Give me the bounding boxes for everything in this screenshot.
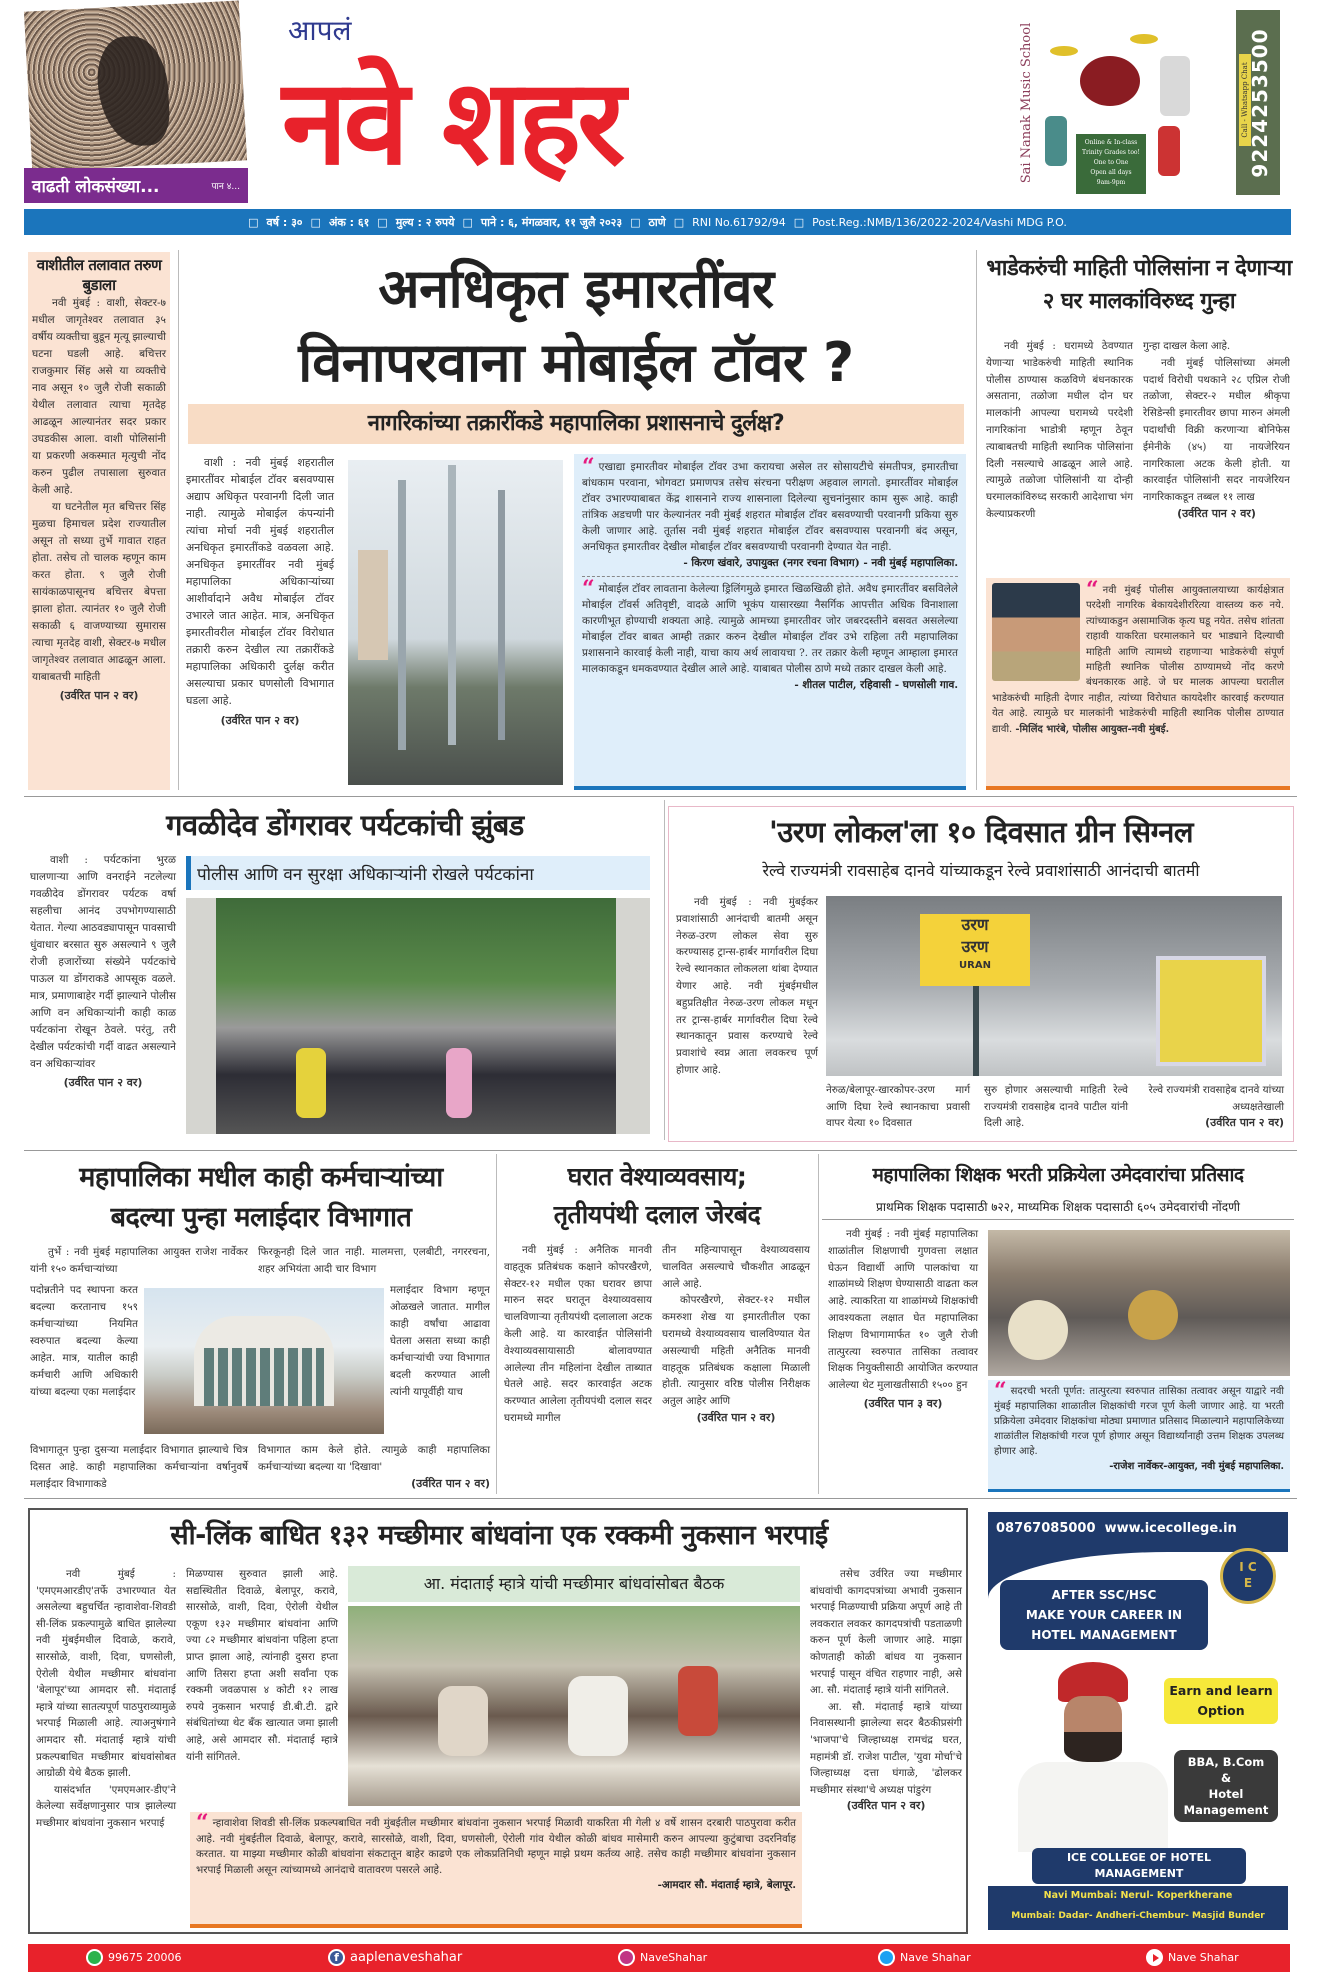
social-footer <box>28 1944 1290 1972</box>
box-icon: □ <box>310 215 321 229</box>
lead-quote-1: “ एखाद्या इमारतीवर मोबाईल टॉवर उभा करायचा असेल तर सोसायटीचे संमतीपत्र, इमारतीचा बांधकाम परवाना, भोगवटा प्रमाणपत्र तसेच संरचना परीक्षण अहवाल लागतो. इमारतींवर मोबाईल टॉवर उभारण्याबाबत केंद्र शासनाने राज्य शासनाला दिलेल्या सुचनांनुसार काम सुरू आहे. काही तांत्रिक अडचणी पार केल्यानंतर नवी मुंबई शहरात मोबाईल टॉवर बसवण्याची परवानगी प्रकिया सुरु केली जाणार आहे. तूर्तास नवी मुंबई शहरात मोबाईल टॉवर बसवण्यास परवानगी बंद असून, अनधिकृत इमारतीवर देखील मोबाईल टॉवर बसवण्याची परवानगी देण्यात येत नाही. <box>582 454 958 553</box>
info-volume: वर्ष : ३० <box>266 215 303 229</box>
sealink-subhead: आ. मंदाताई म्हात्रे यांची मच्छीमार बांधवांसोबत बैठक <box>348 1566 800 1602</box>
facebook-icon: f <box>328 1949 345 1966</box>
youtube-icon <box>1146 1949 1163 1966</box>
transfers-right: मलाईदार विभाग म्हणून ओळखले जातात. मागील काही वर्षांचा आढावा घेतला असता सध्या काही कर्मचाऱ्यांची ज्या विभागात बदली करण्यात आली त्यांनी यापूर्वीही याच <box>390 1284 490 1398</box>
info-rni: RNI No.61792/94 <box>692 215 786 229</box>
india-map-silhouette <box>95 34 171 148</box>
trafficking-col2: तीन महिन्यापासून वेश्याव्यवसाय चालवित असल्याचे चौकशीत आढळून आले आहे. कोपरखैरणे, सेक्टर-१२ मधील कमरुशा शेख या इमारतीतील एका घरामध्ये वेश्याव्यवसाय चालविण्यात येत असल्याची महिती अनैतिक मानवी वाहतूक प्रतिबंधक कक्षाला मिळाली होती. त्यानुसार वरिष्ठ पोलीस निरीक्षक अतुल आहेर आणि (उर्वरित पान २ वर) <box>662 1244 810 1424</box>
quote-icon: “ <box>994 1378 1007 1404</box>
info-bar <box>24 209 1291 235</box>
box-icon: □ <box>630 215 641 229</box>
right-top-col2: गुन्हा दाखल केला आहे. नवी मुंबई पोलिसांच्या अंमली पदार्थ विरोधी पथकाने २८ एप्रिल रोजी तळोजा, सेक्टर-२ मधील श्रीकृपा रेसिडेन्सी इमारतीवर छापा मारुन अंमली पदार्थांची विक्री करणाऱ्या बोनिफेस ईमेनीके (४५) या नायजेरियन नागरिकाला अटक केली होती. या कारवाईत पोलिसांनी सदर नायजेरियन नागरिकाकडून तब्बल ११ लाख (उर्वरित पान २ वर) <box>1143 340 1290 520</box>
ad-url: www.icecollege.in <box>1104 1521 1237 1536</box>
population-teaser-photo[interactable] <box>24 0 247 171</box>
gavlidev-subhead: पोलीस आणि वन सुरक्षा अधिकाऱ्यांनी रोखले पर्यटकांना <box>186 856 650 890</box>
teaser-caption: वाढती लोकसंख्या... <box>32 177 160 197</box>
lead-quote-2-by: - शीतल पाटील, रहिवासी - घणसोली गाव. <box>794 679 958 691</box>
logo-prefix: आपलं <box>288 14 352 47</box>
continued-note[interactable]: (उर्वरित पान २ वर) <box>696 1410 776 1424</box>
uran-subhead: रेल्वे राज्यमंत्री रावसाहेब दानवे यांच्याकडून रेल्वे प्रवाशांसाठी आनंदाची बातमी <box>762 861 1200 880</box>
uran-col2: नेरुळ/बेलापूर-खारकोपर-उरण मार्ग आणि दिघा रेल्वे स्थानकाचा प्रवासी वापर येत्या १० दिवसात <box>826 1084 970 1129</box>
sealink-quote-by: -आमदार सौ. मंदाताई म्हात्रे, बेलापूर. <box>657 1879 796 1892</box>
continued-note[interactable]: (उर्वरित पान ३ वर) <box>863 1396 943 1410</box>
box-icon: □ <box>248 215 259 229</box>
trafficking-headline-2[interactable]: तृतीयपंथी दलाल जेरबंद <box>553 1200 761 1229</box>
gavlidev-headline[interactable]: गवळीदेव डोंगरावर पर्यटकांची झुंबड <box>166 808 524 842</box>
transfers-headline-2[interactable]: बदल्या पुन्हा मलाईदार विभागात <box>110 1202 412 1233</box>
continued-note[interactable]: (उर्वरित पान २ वर) <box>63 1076 143 1089</box>
left-brief-title[interactable]: वाशीतील तलावात तरुण बुडाला <box>36 256 162 294</box>
gavlidev-text: वाशी : पर्यटकांना भुरळ घालणाऱ्या आणि वनराईने नटलेल्या गवळीदेव डोंगरावर पर्यटक वर्षा सहलीचा आनंद उपभोगण्यासाठी येतात. गेल्या आठवड्यापासून पावसाची धुंवाधार बरसात सुरु असल्याने ९ जुलै रोजी हजारोंच्या संख्येने पर्यटकांचे पाऊल या डोंगराकडे आपसूक वळले. मात्र, प्रमाणाबाहेर गर्दी झाल्याने पोलीस आणि वन अधिकाऱ्यांनी काही काळ पर्यटकांना रोखून ठेवले. परंतु, तरी देखील पर्यटकांची गर्दी वाढत असल्याने वन अधिकाऱ्यांवर <box>30 854 176 1070</box>
quote-icon: “ <box>582 576 595 602</box>
courses-badge: BBA, B.Com & Hotel Management <box>1174 1750 1278 1822</box>
ad-navi-mumbai: Navi Mumbai: Nerul- Koperkherane <box>1043 1890 1233 1901</box>
teaser-page: पान ४... <box>211 182 240 192</box>
transfers-headline-block <box>26 1158 496 1238</box>
local-train <box>1156 956 1266 1066</box>
lead-headline-block <box>186 252 966 400</box>
chef-figure <box>998 1662 1168 1852</box>
uran-station-sign: उरण उरण URAN <box>920 914 1030 986</box>
teachers-text: नवी मुंबई : नवी मुंबई महापालिका शाळांतील शिक्षणाची गुणवत्ता लक्षात घेऊन विद्यार्थी आणि पालकांचा या शाळांमध्ये शिक्षण घेण्यासाठी वाढता कल आहे. त्याकरिता या शाळांमध्ये शिक्षकांची आवश्यकता लक्षात घेत महापालिका शिक्षण विभागामार्फत १० जुलै रोजी तात्पुरत्या स्वरुपात तासिका तत्वावर शिक्षक नियुक्तीसाठी आयोजित करण्यात आलेल्या थेट मुलाखतीसाठी १५०० हुन <box>828 1228 978 1392</box>
police-quote: “ नवी मुंबई पोलीस आयुक्तालयाच्या कार्यक्षेत्रात परदेशी नागरिक बेकायदेशीररित्या वास्तव्य करु नये. त्यांच्याकडुन असामाजिक कृत्य घडू नयेत. तसेच शांतता राहावी याकरिता घरमालकाने घर भाड्याने दिल्याची माहिती आणि त्यामध्ये राहणाऱ्या भाडेकरुंची संपूर्ण माहिती स्थानिक पोलीस ठाण्यामध्ये नोंद करणे बंधनकारक आहे. जे घर मालक आपल्या घरातील भाडेकरुंची माहिती देणार नाहीत, त्यांच्या विरोधात कायदेशीर कारवाई करण्यात येत आहे. त्यामुळे घर मालकांनी भाडेकरुंची माहिती स्थानिक पोलीस ठाण्यात द्यावी. -मिलिंद भारंबे, पोलीस आयुक्त-नवी मुंबई. <box>992 578 1284 735</box>
info-price: मुल्य : २ रुपये <box>395 215 455 229</box>
left-brief-text: नवी मुंबई : वाशी, सेक्टर-७ मधील जागृतेश्वर तलावात ३५ वर्षीय व्यक्तीचा बुडून मृत्यू झाल्याची घटना घडली आहे. बचित्तर राजकुमार सिंह असे या व्यक्तीचे नाव असून १० जुलै रोजी सकाळी येथील तलावात त्याचा मृतदेह आढळून आल्यानंतर सदर प्रकार उघडकीस आला. वाशी पोलिसांनी या प्रकरणी अकस्मात मृत्युची नोंद करुन पुढील तपासाला सुरुवात केली आहे. <box>32 297 166 496</box>
college-name: ICE COLLEGE OF HOTEL MANAGEMENT <box>1032 1848 1246 1884</box>
uran-text: नवी मुंबई : नवी मुंबईकर प्रवाशांसाठी आनंदाची बातमी असून नेरुळ-उरण लोकल सेवा सुरु करण्यासह ट्रान्स-हार्बर मार्गावरील दिघा रेल्वे स्थानकात लोकलला थांबा देण्यात येणार आहे. नवी मुंबईमधील बहुप्रतिक्षीत नेरुळ-उरण लोकल मधून तर ट्रान्स-हार्बर मार्गावरील दिघा रेल्वे स्थानकातून प्रवास करण्याचे रेल्वे प्रवाशांचे स्वप्न आता लवकरच पूर्ण होणार आहे. <box>676 896 818 1076</box>
box-icon: □ <box>462 215 473 229</box>
footer-twitter[interactable]: Nave Shahar <box>878 1949 971 1966</box>
box-icon: □ <box>793 215 805 229</box>
lead-quote-box <box>574 454 966 790</box>
right-top-col1: नवी मुंबई : घरामध्ये ठेवण्यात येणाऱ्या भाडेकरुंची माहिती स्थानिक पोलीस ठाण्यास कळविणे बंधनकारक असताना, तळोजा मधील दोन घर मालकांनी आपल्या घरामध्ये परदेशी नागरिकांना भाडोत्री म्हणून ठेवून त्याबाबतची माहिती स्थानिक पोलिसांना दिली नसल्याचे आढळून आले आहे. त्यामुळे तळोजा पोलिसांनी या दोन्ही घरमालकांविरुध्द सरकारी आदेशाचा भंग केल्याप्रकरणी <box>986 340 1133 520</box>
call-label: Call - Whatsapp Chat <box>1239 54 1251 146</box>
teachers-headline[interactable]: महापालिका शिक्षक भरती प्रक्रियेला उमेदवारांचा प्रतिसाद <box>872 1164 1244 1186</box>
population-teaser-banner[interactable] <box>24 168 248 203</box>
box-icon: □ <box>377 215 388 229</box>
ad-phone: 08767085000 <box>996 1521 1096 1536</box>
uran-col3: सुरु होणार असल्याची माहिती रेल्वे राज्यमंत्री रावसाहेब दानवे पाटील यांनी दिली आहे. <box>984 1084 1128 1129</box>
continued-note[interactable]: (उर्वरित पान २ वर) <box>846 1799 926 1813</box>
left-brief <box>28 252 170 790</box>
twitter-icon <box>878 1949 895 1966</box>
sealink-col2: मिळण्यास सुरुवात झाली आहे. सद्यस्थितीत दिवाळे, बेलापूर, करावे, सारसोळे, वाशी, दिवा, ऐरोली येथील एकूण १३२ मच्छीमार बांधवांना आणि ज्या ८२ मच्छीमार बांधवांना पहिला हप्ता प्राप्त झाला आहे, त्यांनाही दुसरा हप्ता आणि तिसरा हप्ता अशी सर्वांना एक रक्कमी जवळपास ४ कोटी १२ लाख रुपये नुकसान भरपाई डी.बी.टी. द्वारे संबंधितांच्या थेट बँक खात्यात जमा झाली आहे, असे आमदार सौ. मंदाताई म्हात्रे यांनी सांगितले. <box>186 1568 338 1763</box>
sealink-quote: “ न्हावाशेवा शिवडी सी-लिंक प्रकल्पबाधित नवी मुंबईतील मच्छीमार बांधवांना नुकसान भरपाई मिळावी याकरिता मी गेली ४ वर्षे शासन दरबारी पाठपुरावा करीत आहे. नवी मुंबईतील दिवाळे, बेलापूर, करावे, सारसोळे, वाशी, दिवा, घणसोली, ऐरोली गांव येथील कोळी बांधव मासेमारी करुन आपल्या कुटुंबाचा उदरनिर्वाह करतात. या माझ्या मच्छीमार कोळी बांधवांना संकटातून बाहेर काढणे एक लोकप्रतिनिधी म्हणून माझे प्रथम कर्तव्य आहे. तसेच काही मच्छीमार बांधवांना नुकसान भरपाई मिळाली असून त्यांच्यामध्ये आनंदाचे वातावरण पसरले आहे. <box>196 1810 796 1876</box>
police-quote-box <box>986 578 1290 790</box>
quote-icon: “ <box>196 1810 209 1836</box>
continued-note[interactable]: (उर्वरित पान २ वर) <box>1205 1116 1284 1129</box>
ad-mumbai: Mumbai: Dadar- Andheri-Chembur- Masjid Bunder <box>1011 1911 1265 1921</box>
lead-quote-1-by: - किरण खंवारे, उपायुक्त (नगर रचना विभाग) - नवी मुंबई महापालिका. <box>683 557 958 569</box>
lead-subhead: नागरिकांच्या तक्रारींकडे महापालिका प्रशासनाचे दुर्लक्ष? <box>188 404 964 444</box>
gavlidev-text-column <box>30 852 176 1090</box>
masthead <box>0 0 1321 205</box>
earn-learn-badge: Earn and learn Option <box>1164 1678 1278 1724</box>
newspaper-logo[interactable]: नवे शहर <box>282 53 622 191</box>
sealink-col1: नवी मुंबई : 'एमएमआरडीए'तर्फे उभारण्यात येत असलेल्या बहुचर्चित न्हावाशेवा-शिवडी सी-लिंक प्रकल्पामुळे बाधित झालेल्या नवी मुंबईमधील दिवाळे, करावे, सारसोळे, वाशी, दिवा, घणसोली, ऐरोली येथील मच्छीमार बांधवांना 'बेलापूर'च्या आमदार सौ. मंदाताई म्हात्रे यांच्या सातत्यपूर्ण पाठपुराव्यामुळे भरपाई मिळाली आहे. त्याअनुषंगाने आमदार सौ. मंदाताई म्हात्रे यांची प्रकल्पबाधित मच्छीमार बांधवांसोबत आग्रोळी येथे बैठक झाली. यासंदर्भात 'एमएमआर-डीए'ने केलेल्या सर्वेक्षणानुसार पात्र झालेल्या मच्छीमार बांधवांना नुकसान भरपाई <box>36 1568 176 1829</box>
whatsapp-icon <box>86 1949 103 1966</box>
lead-headline-2[interactable]: विनापरवाना मोबाईल टॉवर ? <box>298 331 854 394</box>
instagram-icon <box>618 1949 635 1966</box>
info-city: ठाणे <box>648 215 666 229</box>
uran-station-photo[interactable] <box>826 896 1282 1076</box>
footer-whatsapp[interactable]: 99675 20006 <box>86 1949 181 1966</box>
continued-note[interactable]: (उर्वरित पान २ वर) <box>411 1477 490 1490</box>
teachers-quote-by: -राजेश नार्वेकर-आयुक्त, नवी मुंबई महापालिका. <box>1109 1461 1284 1472</box>
teachers-text-column <box>828 1226 978 1411</box>
footer-instagram[interactable]: NaveShahar <box>618 1949 707 1966</box>
footer-facebook[interactable]: f aaplenaveshahar <box>328 1949 462 1966</box>
music-school-ad[interactable] <box>1010 6 1280 196</box>
right-top-body <box>986 338 1290 572</box>
teachers-quote: “ सदरची भरती पूर्णत: तात्पुरत्या स्वरुपात तासिका तत्वावर असून याद्वारे नवी मुंबई महापालिका शाळातील शिक्षकांची गरज पूर्ण केली जाणार आहे. या भरती प्रक्रियेला उमेदवार शिक्षकांचा मोठ्या प्रमाणात प्रतिसाद मिळाल्याने महापालिकेच्या शाळांतील शिक्षकांची गरज पूर्ण होणार असून विद्यार्थ्यांनाही उत्तम शिक्षक उपलब्ध होणार आहे. <box>994 1378 1284 1457</box>
transfers-top-left: तुर्भे : नवी मुंबई महापालिका आयुक्त राजेश नार्वेकर यांनी १५० कर्मचाऱ्यांच्या <box>30 1246 248 1275</box>
left-brief-text-2: या घटनेतील मृत बचित्तर सिंह मुळचा हिमाचल प्रदेश राज्यातील असून तो सध्या तुर्भे गावात राहत होता. तसेच तो चालक म्हणून काम करत होता. ९ जुलै रोजी सायंकाळपासूनच बचित्तर बेपत्ता झाला होता. त्यानंतर १० जुलै रोजी सकाळी ६ वाजण्याच्या सुमारास त्याचा मृतदेह वाशी, सेक्टर-७ मधील जागृतेश्वर तलावात आढळून आला. याबाबतची माहिती <box>32 501 166 683</box>
transfers-top-right: फिरकूनही दिले जात नाही. मालमत्ता, एलबीटी, नगररचना, शहर अभियंता आदी चार विभाग <box>258 1246 490 1275</box>
uran-headline[interactable]: 'उरण लोकल'ला १० दिवसात ग्रीन सिग्नल <box>768 815 1194 849</box>
teachers-quote-box <box>988 1380 1290 1492</box>
tourist-crowd-photo[interactable] <box>186 898 650 1134</box>
box-icon: □ <box>673 215 685 229</box>
fishermen-meeting-photo[interactable] <box>348 1606 800 1806</box>
school-name: Sai Nanak Music School <box>1019 22 1034 184</box>
trafficking-headline-1[interactable]: घरात वेश्याव्यवसाय; <box>567 1162 747 1191</box>
sealink-quote-box <box>190 1812 802 1928</box>
nmmc-building-photo[interactable] <box>144 1288 384 1434</box>
ice-college-ad[interactable] <box>988 1512 1288 1930</box>
ad-contact[interactable] <box>996 1518 1286 1540</box>
quote-icon: “ <box>582 454 595 480</box>
ad-tagline: AFTER SSC/HSC MAKE YOUR CAREER IN HOTEL MANAGEMENT <box>1000 1580 1208 1650</box>
phone-strip[interactable] <box>1236 10 1280 195</box>
info-postreg: Post.Reg.:NMB/136/2022-2024/Vashi MDG P.O. <box>812 215 1067 229</box>
trafficking-col1: नवी मुंबई : अनैतिक मानवी वाहतूक प्रतिबंधक कक्षाने कोपरखैरणे, सेक्टर-१२ मधील एका घरावर छापा मारुन सदर घरातून वेश्याव्यवसाय चालविणाऱ्या तृतीयपंथी दलालाला अटक केली आहे. या कारवाईत पोलिसांनी वेश्याव्यवसायासाठी बोलावण्यात आलेल्या तीन महिलांना देखील ताब्यात घेतले आहे. सदर कारवाईत अटक करण्यात आलेला तृतीयपंथी दलाल सदर घरामध्ये मागील <box>504 1244 652 1424</box>
right-top-headline[interactable]: भाडेकरुंची माहिती पोलिसांना न देणाऱ्या २ घर मालकांविरुध्द गुन्हा <box>986 256 1292 314</box>
ad-phone[interactable]: 9224253500 <box>1248 28 1272 178</box>
transfers-left: पदोन्नतीने पद स्थापना करत बदल्या करतानाच १५९ कर्मचाऱ्यांच्या नियमित स्वरुपात बदल्या केल्या आहेत. मात्र, यातील काही कर्मचारी आणि अधिकारी यांच्या बदल्या एका मलाईदार <box>30 1284 138 1398</box>
continued-note[interactable]: (उर्वरित पान २ वर) <box>1177 506 1256 520</box>
footer-youtube[interactable]: Nave Shahar <box>1146 1949 1239 1966</box>
lead-text: वाशी : नवी मुंबई शहरातील इमारतींवर मोबाईल टॉवर बसवण्यास अद्याप अधिकृत परवानगी दिली जात नाही. त्यामुळे मोबाईल कंपन्यांनी त्यांचा मोर्चा नवी मुंबई शहरातील अनधिकृत इमारतींकडे वळवला आहे. अनधिकृत इमारतींवर नवी मुंबई महापालिका अधिकाऱ्यांच्या आशीर्वादाने अवैध मोबाईल टॉवर उभारले जात आहेत. मात्र, अनधिकृत इमारतीवरील मोबाईल टॉवर विरोधात तक्रारी करुन देखील त्या तक्रारींकडे महापालिका अधिकारी दुर्लक्ष करीत असल्याचा प्रकार घणसोली विभागात घडला आहे. <box>186 456 334 707</box>
police-quote-by: -मिलिंद भारंबे, पोलीस आयुक्त-नवी मुंबई. <box>1015 723 1170 735</box>
transfers-bottom-right-column <box>258 1442 490 1491</box>
info-issue: अंक : ६१ <box>328 215 370 229</box>
trafficking-headline-block <box>500 1158 814 1234</box>
transfers-bottom-right: विभागात काम केले होते. त्यामुळे काही महापालिका कर्मचाऱ्यांच्या बदल्या या 'दिखावा' <box>258 1444 490 1473</box>
commissioner-photo[interactable] <box>992 583 1080 681</box>
transfers-bottom-left: विभागातून पुन्हा दुसऱ्या मलाईदार विभागात झाल्याचे चित्र दिसत आहे. काही महापालिका कर्मचाऱ्यांना वर्षानुवर्षे मलाईदार विभागाकडे <box>30 1444 248 1490</box>
lead-headline-1[interactable]: अनधिकृत इमारतींवर <box>378 257 774 320</box>
teachers-subhead: प्राथमिक शिक्षक पदासाठी ७२२, माध्यमिक शिक्षक पदासाठी ६०५ उमेदवारांची नोंदणी <box>822 1194 1294 1220</box>
continued-note[interactable]: (उर्वरित पान २ वर) <box>220 714 300 727</box>
sealink-headline[interactable]: सी-लिंक बाधित १३२ मच्छीमार बांधवांना एक रक्कमी नुकसान भरपाई <box>170 1520 828 1551</box>
info-date: पाने : ६, मंगळवार, ११ जुलै २०२३ <box>480 215 623 229</box>
teacher-interview-photo[interactable] <box>988 1230 1290 1376</box>
mobile-tower-photo[interactable] <box>348 460 563 785</box>
continued-note[interactable]: (उर्वरित पान २ वर) <box>59 689 139 702</box>
transfers-headline-1[interactable]: महापालिका मधील काही कर्मचाऱ्यांच्या <box>79 1162 443 1193</box>
sealink-col3: तसेच उर्वरित ज्या मच्छीमार बांधवांची कागदपत्रांच्या अभावी नुकसान भरपाई मिळण्याची प्रक्रिया अपूर्ण आहे ती लवकरात लवकर कागदपत्रांची पडताळणी करुन पूर्ण केली जाणार आहे. माझा कोणताही कोळी बांधव या नुकसान भरपाई पासून वंचित राहणार नाही, असे आ. सौ. मंदाताई म्हात्रे यांनी सांगितले. आ. सौ. मंदाताई म्हात्रे यांच्या निवासस्थानी झालेल्या सदर बैठकीप्रसंगी 'भाजपा'चे जिल्हाध्यक्ष रामचंद्र घरत, महामंत्री डॉ. राजेश पाटील, 'युवा मोर्चा'चे जिल्हाध्यक्ष दत्ता घंगाळे, 'ढोलकर मच्छीमार संस्था'चे अध्यक्ष पांडुरंग (उर्वरित पान २ वर) <box>810 1568 962 1813</box>
ice-logo: I C E <box>1220 1548 1276 1604</box>
lead-text-column <box>186 454 334 728</box>
uran-col4: रेल्वे राज्यमंत्री रावसाहेब दानवे यांच्या अध्यक्षतेखाली (उर्वरित पान २ वर) <box>1142 1082 1284 1130</box>
school-info: Online & In-class Trinity Grades too! One to One Open all days 9am-9pm <box>1076 134 1146 194</box>
lead-quote-2: “ मोबाईल टॉवर लावताना केलेल्या ड्रिलिंगमुळे इमारत खिळखिळी होते. अवैध इमारतींवर बसविलेले मोबाईल टॉवर्स अतिवृष्टी, वादळे आणि भूकंप यासारख्या नैसर्गिक आपत्तीत अधिक विनाशाला कारणीभूत होण्याची शक्यता आहे. त्यामुळे आमच्या इमारतीवर जोर जबरदस्तीने बसवत असलेल्या मोबाईल टॉवर बाबत आम्ही तक्रार करुन देखील मोबाईल टॉवर उभे राहिला तरी महापालिका प्रशासनाने कारवाई केली नाही, याचा काय अर्थ लावायचा ?. तर तक्रार केली म्हणून आम्हाला इमारत मालकाकडून धमकवण्यात देखील आले आहे. याबाबत पोलीस ठाणे मध्ये तक्रार दाखल केली आहे. <box>582 576 958 675</box>
quote-icon: “ <box>1086 578 1099 603</box>
